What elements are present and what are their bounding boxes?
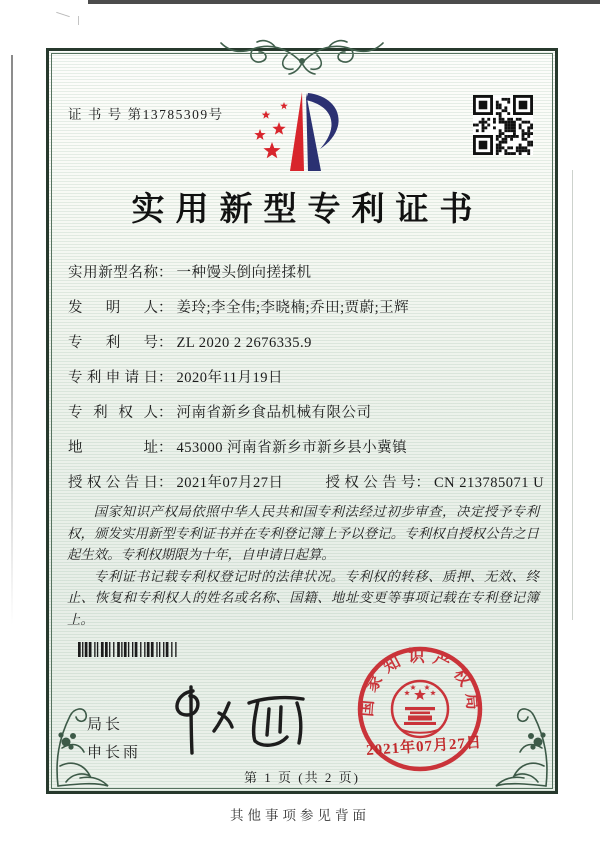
scan-right-edge [572,170,573,620]
barcode [78,642,232,657]
seal-text: 国家知识产权局 [356,646,484,718]
logo-stars [254,102,288,158]
paragraph-2: 专利证书记载专利权登记时的法律状况。专利权的转移、质押、无效、终止、恢复和专利权人的姓名或名称、国籍、地址变更等事项记载在专利登记簿上。 [67,568,539,627]
certificate-number: 证 书 号 第13785309号 [68,107,224,122]
paragraph-1: 国家知识产权局依照中华人民共和国专利法经过初步审查，决定授予专利权，颁发实用新型专利证书并在专利登记簿上予以登记。专利权自授权公告之日起生效。专利权期限为十年，自申请日起算。 [67,504,539,562]
signer-block [87,711,141,767]
field-row-address [68,438,538,473]
scan-left-edge [11,55,13,625]
seal-date: 2021年07月27日 [365,734,483,760]
field-label: 专利号 [68,335,158,351]
field-colon: ： [158,265,173,281]
grant-date-value: 2021年07月27日 [176,475,284,491]
field-value: ZL 2020 2 2676335.9 [176,335,312,351]
field-label: 授权公告日 [68,475,158,491]
handwritten-signature [157,677,327,761]
field-value: 453000 河南省新乡市新乡县小冀镇 [176,440,408,456]
logo-red-wedge [290,92,304,171]
field-colon: ： [158,440,173,456]
signer-title: 局长 [87,717,124,733]
field-value: 河南省新乡食品机械有限公司 [176,405,372,421]
certificate-frame [46,48,558,794]
field-label: 地址 [68,440,158,456]
field-row-name [68,263,538,298]
field-colon: ： [158,335,173,351]
field-value: 一种馒头倒向搓揉机 [176,265,312,281]
statutory-text [67,501,539,630]
field-colon: ： [158,370,173,386]
field-label: 专利权人 [68,405,158,421]
field-colon: ： [158,300,173,316]
field-value: 姜玲;李全伟;李晓楠;乔田;贾蔚;王辉 [176,300,410,316]
cnipa-logo [246,87,362,175]
qr-code [473,95,533,155]
certificate-title: 实用新型专利证书 [131,192,484,228]
field-label: 授权公告号 [325,475,416,491]
top-flourish-ornament [217,37,387,79]
fold-mark [56,12,70,17]
back-note: 其他事项参见背面 [230,808,370,823]
field-row-patentee [68,403,538,438]
field-value: 2020年11月19日 [176,370,283,386]
field-label: 专利申请日 [68,370,158,386]
signer-name: 申长雨 [87,745,142,761]
field-row-inventors [68,298,538,333]
field-colon: ： [158,475,173,491]
field-list [68,263,545,508]
scan-edge-band [88,0,600,4]
field-label: 发明人 [68,300,158,316]
logo-blue-wedge [306,93,321,171]
field-row-patent-no [68,333,538,368]
national-emblem [392,681,448,737]
fold-mark [78,16,79,25]
page-number: 第 1 页 (共 2 页) [244,770,360,785]
field-label: 实用新型名称 [68,265,158,281]
field-colon: ： [158,405,173,421]
field-colon: ： [415,475,430,491]
grant-no-value: CN 213785071 U [434,475,545,491]
field-row-filing-date [68,368,538,403]
